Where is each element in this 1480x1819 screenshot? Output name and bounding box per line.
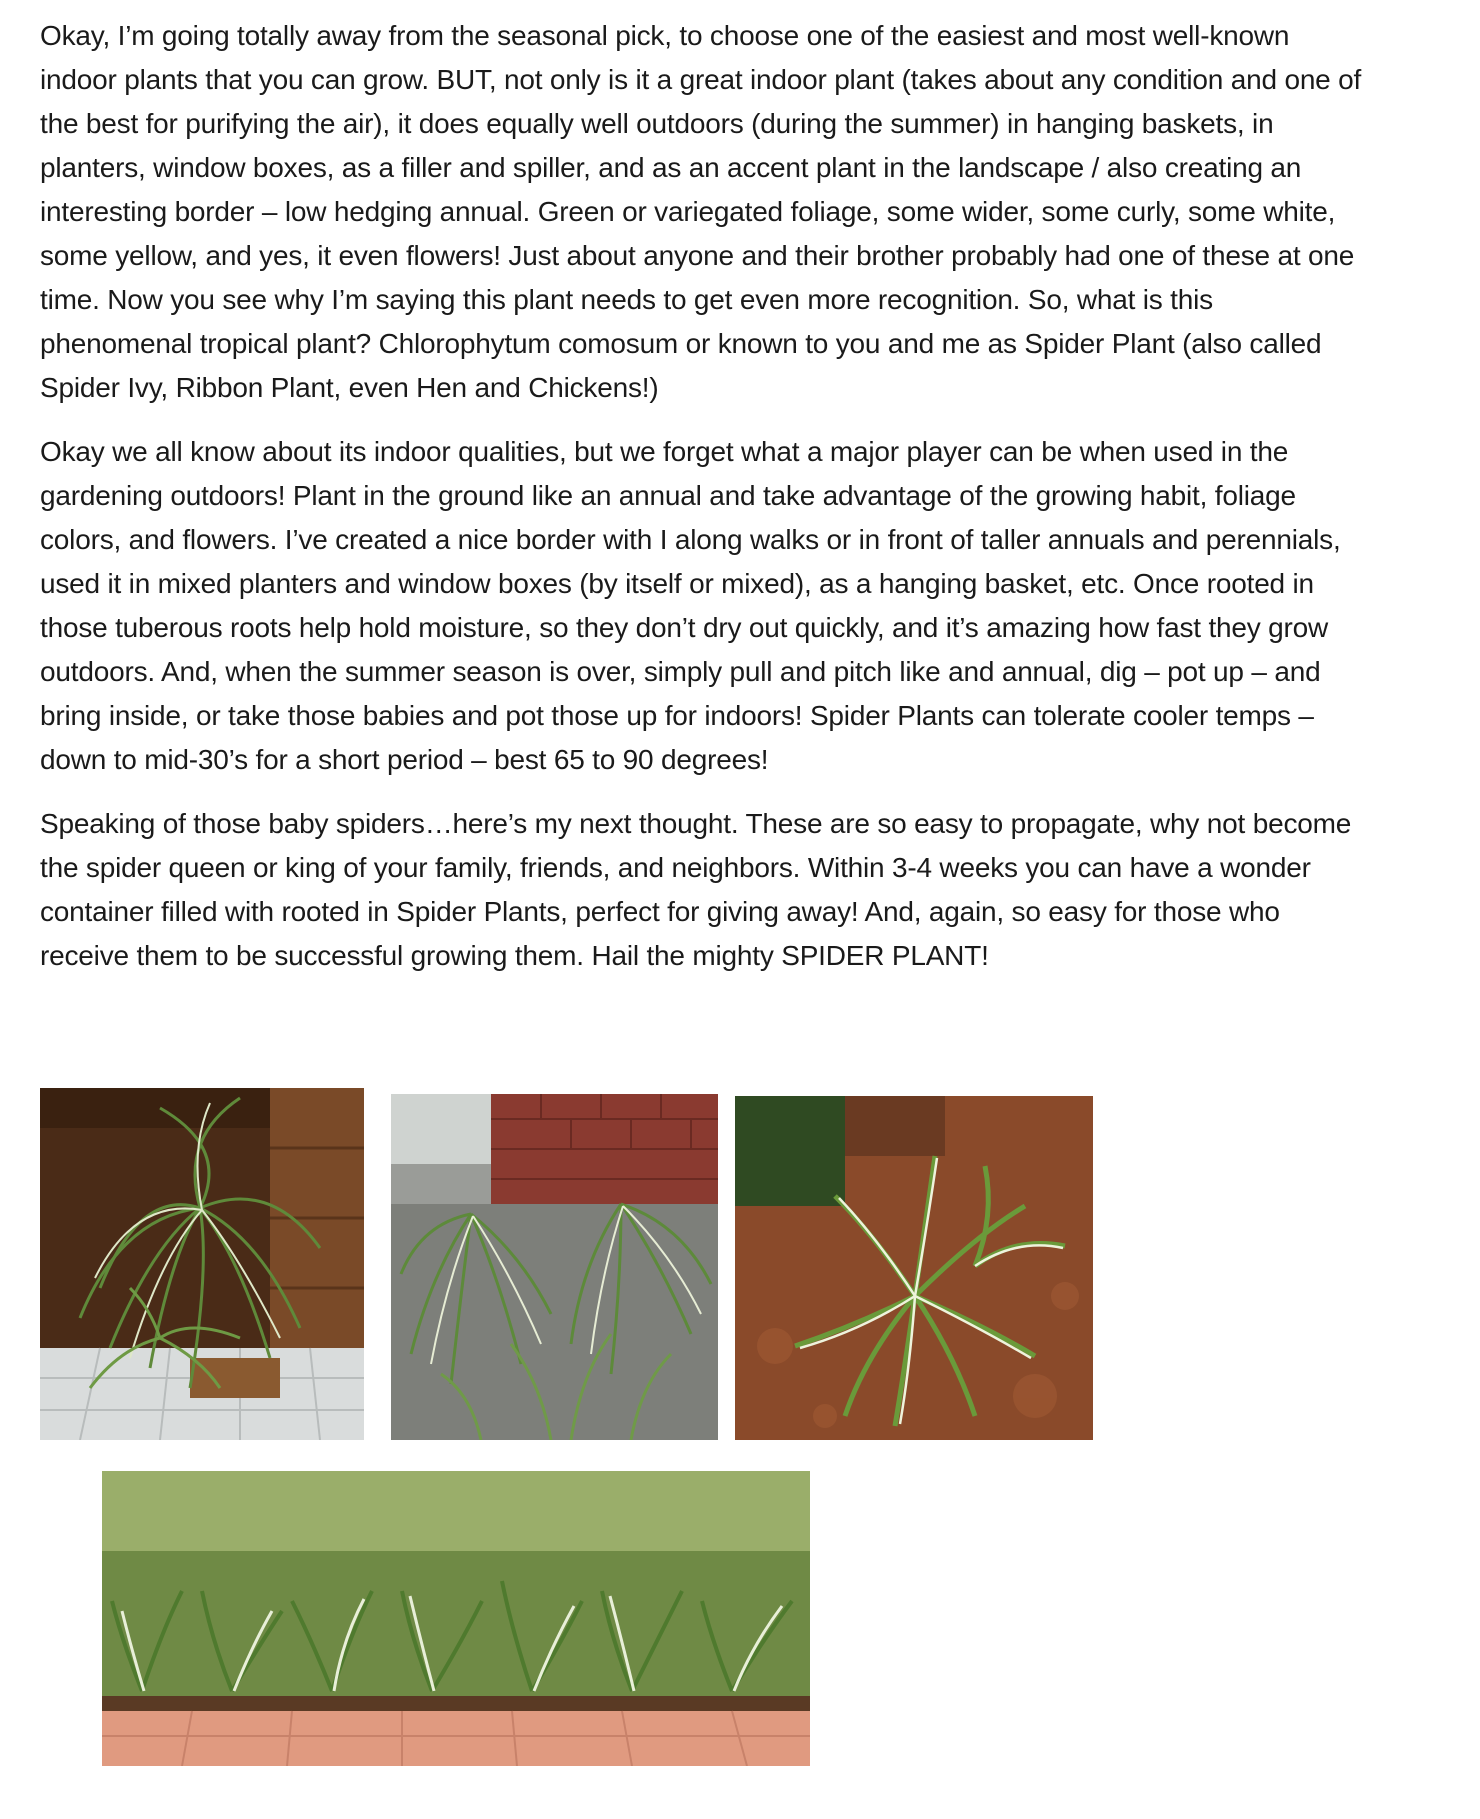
photo-hanging-baskets bbox=[391, 1094, 718, 1440]
document-body bbox=[40, 14, 1370, 998]
photo-potted-spider-plant bbox=[40, 1088, 364, 1440]
paragraph-outdoor-use: Okay we all know about its indoor qualities, but we forget what a major player can be when used in the gardening outdoors! Plant in the ground like an annual and take advantage of the growing habit, foliage colors, and flowers. I’ve created a nice border with I along walks or in front of taller annuals and perennials, used it in mixed planters and window boxes (by itself or mixed), as a hanging basket, etc. Once rooted in those tuberous roots help hold moisture, so they don’t dry out quickly, and it’s amazing how fast they grow outdoors. And, when the summer season is over, simply pull and pitch like and annual, dig – pot up – and bring inside, or take those babies and pot those up for indoors! Spider Plants can tolerate cooler temps – down to mid-30’s for a short period – best 65 to 90 degrees! bbox=[40, 436, 1341, 775]
paragraph-intro: Okay, I’m going totally away from the seasonal pick, to choose one of the easiest and most well-known indoor plants that you can grow. BUT, not only is it a great indoor plant (takes about any condition and one of the best for purifying the air), it does equally well outdoors (during the summer) in hanging baskets, in planters, window boxes, as a filler and spiller, and as an accent plant in the landscape / also creating an interesting border – low hedging annual. Green or variegated foliage, some wider, some curly, some white, some yellow, and yes, it even flowers! Just about anyone and their brother probably had one of these at one time. Now you see why I’m saying this plant needs to get even more recognition. So, what is this phenomenal tropical plant? Chlorophytum comosum or known to you and me as Spider Plant (also called Spider Ivy, Ribbon Plant, even Hen and Chickens!) bbox=[40, 20, 1362, 403]
photo-spider-plant-border bbox=[102, 1471, 810, 1766]
photo-spider-plants-in-soil bbox=[735, 1096, 1093, 1440]
paragraph-propagation: Speaking of those baby spiders…here’s my next thought. These are so easy to propagate, why not become the spider queen or king of your family, friends, and neighbors. Within 3-4 weeks you can have a wonder container filled with rooted in Spider Plants, perfect for giving away! And, again, so easy for those who receive them to be successful growing them. Hail the mighty SPIDER PLANT! bbox=[40, 808, 1352, 971]
